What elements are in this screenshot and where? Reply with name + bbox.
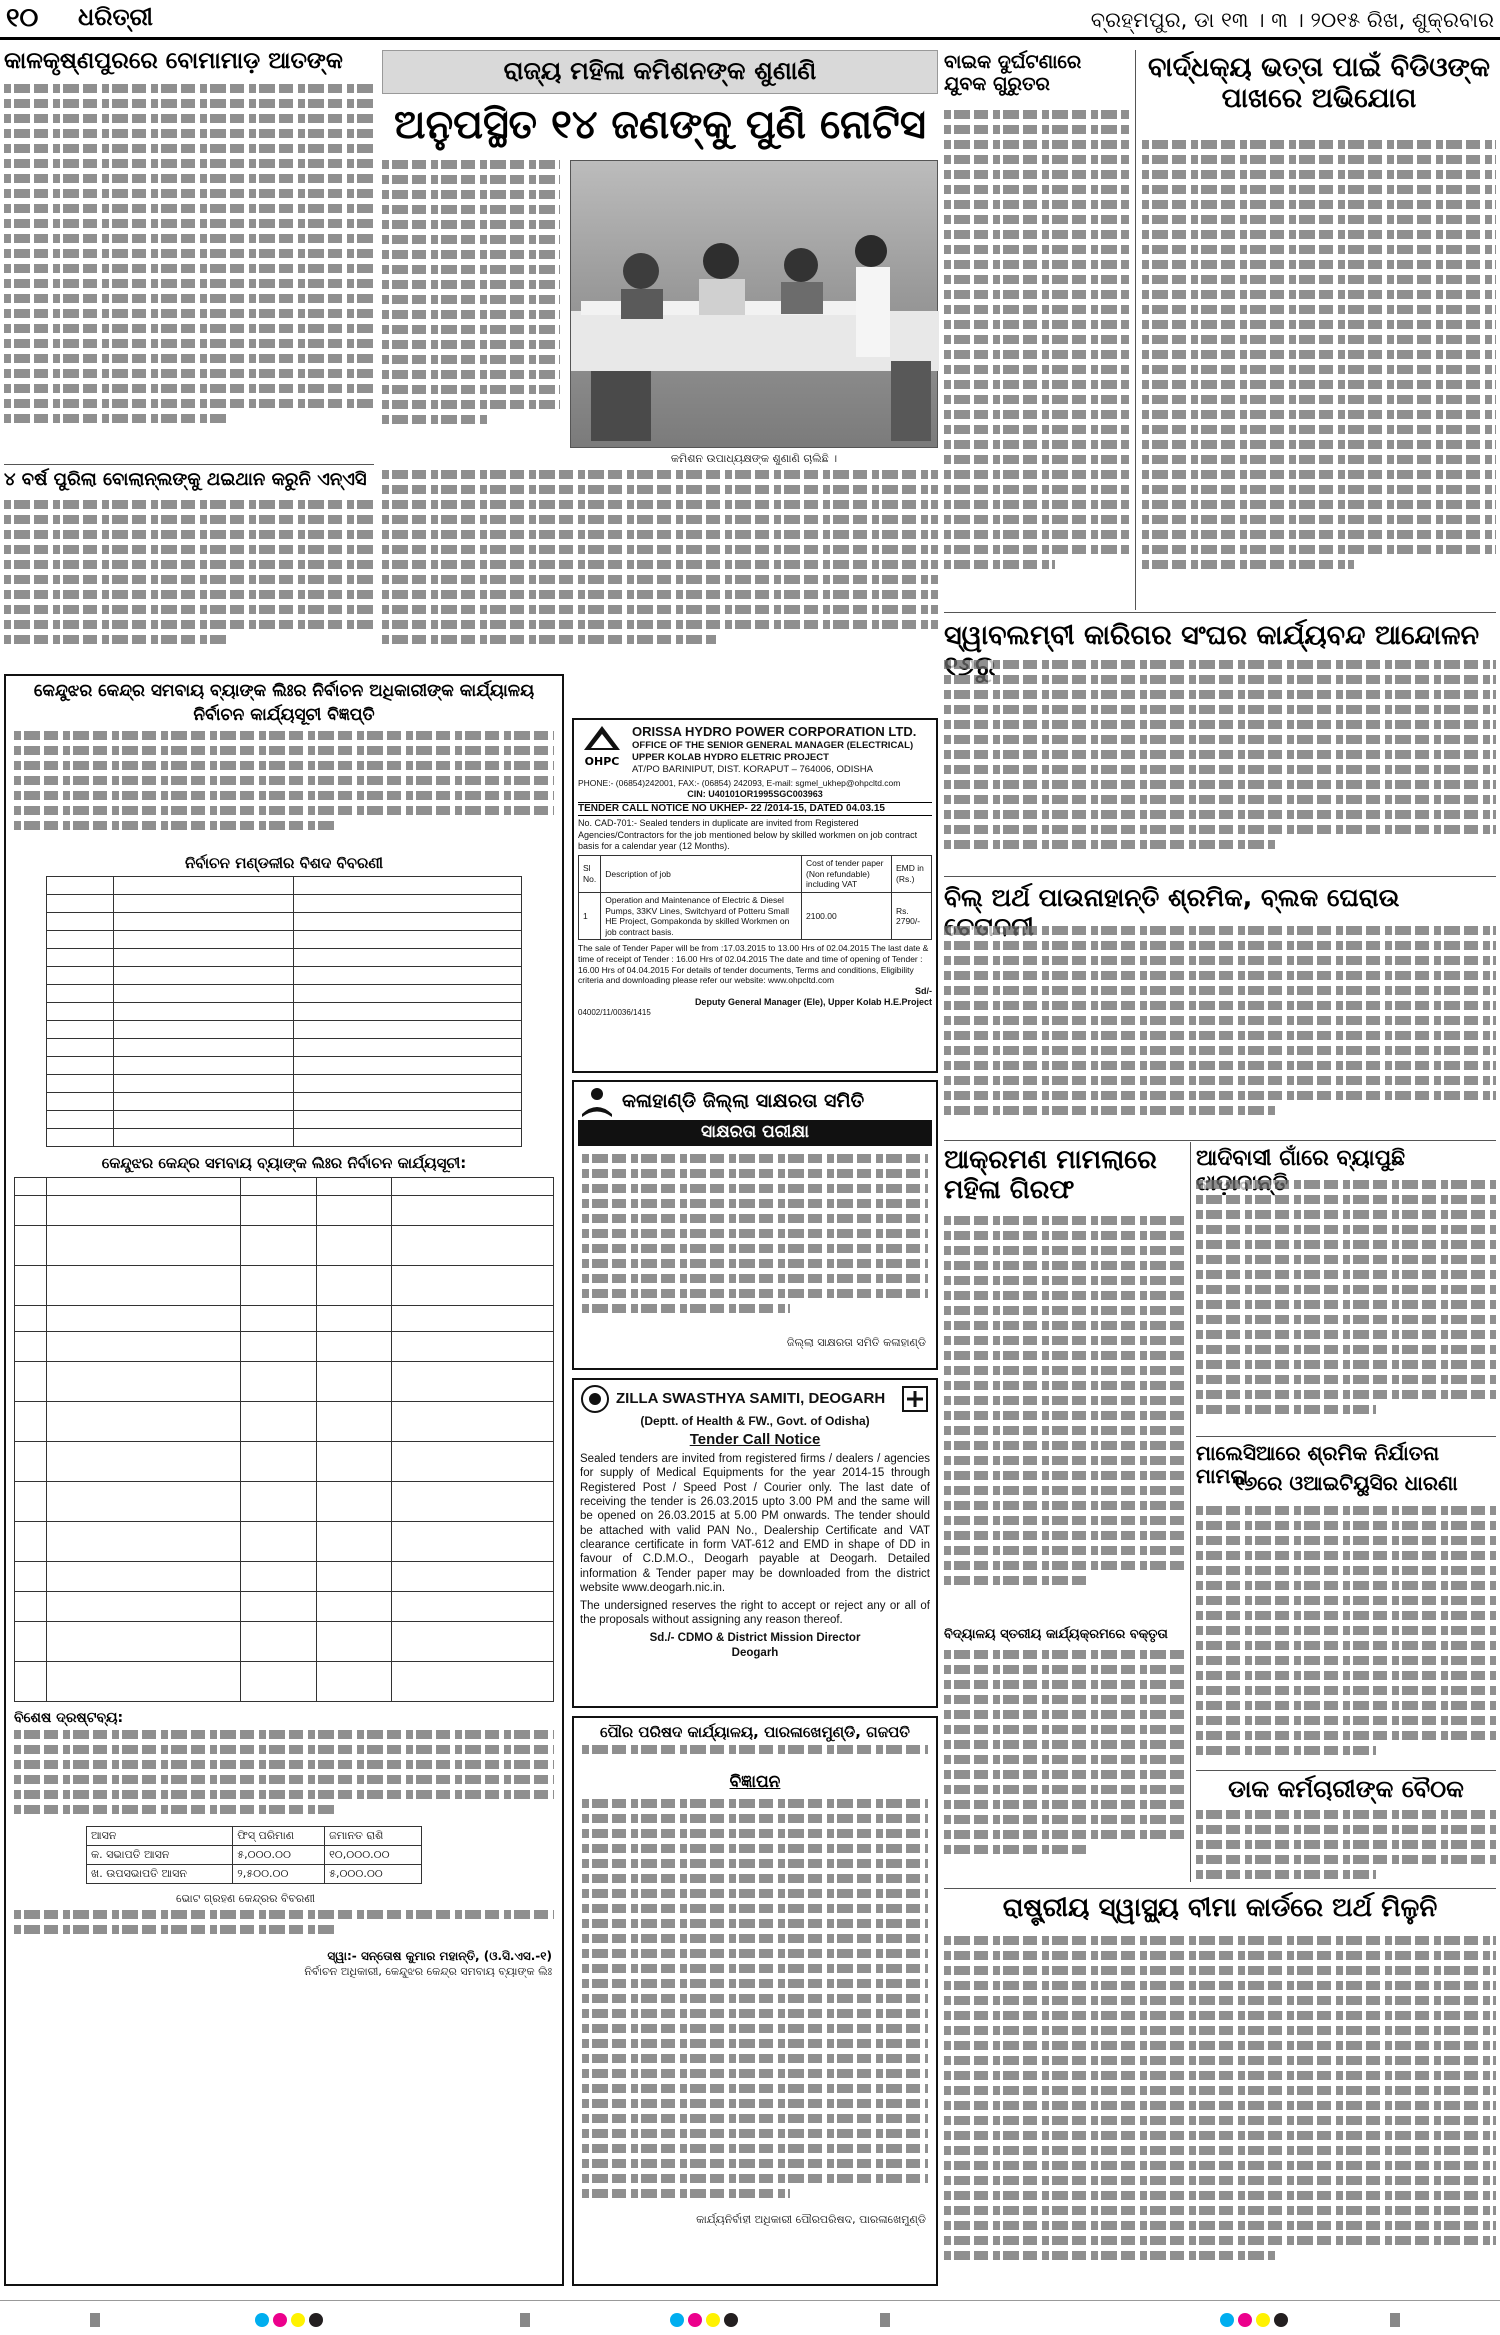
registration-dot <box>1274 2313 1288 2327</box>
bidyalaya-body <box>944 1650 1184 1880</box>
ohpc-dates: The sale of Tender Paper will be from :17.03.2015 to 13.00 Hrs of 02.04.2015 The last date & time of receipt of Tender : 16.00 Hrs of 02.04.2015 The date and time of opening of Tender : 16.00 Hrs of 04.04.2015 For details of tender documents, Terms and conditions, Eligibility criteria and downloading please refer our website: www.ohpcltd.com <box>578 943 929 986</box>
col1-story2-headline: ୪ ବର୍ଷ ପୁରିଲା ବୋଲାନ୍ଲଙ୍କୁ ଥଇଥାନ କରୁନି ଏନ୍‌ଏସି <box>4 469 367 490</box>
literacy-title: କଳାହାଣ୍ଡି ଜିଲ୍ଲା ସାକ୍ଷରତା ସମିତି <box>622 1090 865 1113</box>
deogarh-body: Sealed tenders are invited from registered firms / dealers / agencies for supply of Medical Equipments for the year 2014-15 through Registered Post / Speed Post / Courier only. The last date of receiving the tender is 26.03.2015 upto 3.00 PM and the same will be opened on 26.03.2015 at 5.00 PM onwards. The tender should be attached with valid PAN No., Dealership Certificate and VAT clearance certificate in form VAT-612 and EMD in shape of DD in favour of C.D.M.O., Deogarh payable at Deogarh. Detailed information & Tender paper may be downloaded from the district website www.deogarh.nic.in. <box>580 1452 930 1595</box>
ohpc-intro: No. CAD-701:- Sealed tenders in duplicate are invited from Registered Agencies/Contractors for the job mentioned below by skilled workmen on job contract basis for a calendar year (12 Months). <box>578 818 918 851</box>
center-kicker: ରାଜ୍ୟ ମହିଳା କମିଶନଙ୍କ ଶୁଣାଣି <box>503 56 817 85</box>
registration-dot <box>291 2313 305 2327</box>
center-headline: ଅନୁପସ୍ଥିତ ୧୪ ଜଣଙ୍କୁ ପୁଣି ନୋଟିସ <box>394 102 926 148</box>
ohpc-th-desc: Description of job <box>601 856 802 893</box>
deogarh-title: ZILLA SWASTHYA SAMITI, DEOGARH <box>616 1389 886 1407</box>
registration-dot <box>1220 2313 1234 2327</box>
literacy-body <box>574 1146 936 1336</box>
ohpc-signatory: Sd/- <box>915 985 932 996</box>
col1-story2-body <box>4 500 374 665</box>
paralakhemundi-signature: କାର୍ଯ୍ୟନିର୍ବାହୀ ଅଧିକାରୀ ପୌରପରିଷଦ, ପାରଳାଖେମୁଣ୍ଡି <box>696 2212 926 2226</box>
ohpc-line4: AT/PO BARINIPUT, DIST. KORAPUT – 764006, ODISHA <box>632 764 873 775</box>
deogarh-notice: Tender Call Notice <box>689 1431 821 1448</box>
fee-row-seat: କ. ସଭାପତି ଆସନ <box>87 1845 233 1864</box>
keonjhar-intro <box>6 731 562 851</box>
fee-header-amount: ଫିସ୍ ପରିମାଣ <box>233 1826 325 1845</box>
bill-headline: ବିଲ୍ ଅର୍ଥ ପାଉନାହାନ୍ତି ଶ୍ରମିକ, ବ୍ଲକ ଘେରାଉ <box>944 883 1400 912</box>
fee-row-amount: ୫,୦୦୦.୦୦ <box>233 1845 325 1864</box>
rashtriya-body <box>944 1936 1496 2286</box>
keonjhar-subtitle: ନିର୍ବାଚନ କାର୍ଯ୍ୟସୂଚୀ ବିଜ୍ଞପ୍ତି <box>193 704 375 725</box>
fee-row-seat: ଖ. ଉପସଭାପତି ଆସନ <box>87 1864 233 1883</box>
keonjhar-fee-table <box>6 1826 562 1884</box>
adivasi-headline: ଆଦିବାସୀ ଗାଁରେ ବ୍ୟାପୁଛି <box>1196 1146 1406 1171</box>
ohpc-td-desc: Operation and Maintenance of Electric & Diesel Pumps, 33KV Lines, Switchyard of Potteru Small HE Project, Gompakonda by skilled Workmen on job contract basis. <box>601 892 802 940</box>
keonjhar-ad <box>4 674 564 2286</box>
registration-dot <box>309 2313 323 2327</box>
keonjhar-signature: ସ୍ୱା:- ସନ୍ତୋଷ କୁମାର ମହାନ୍ତି, (ଓ.ସି.ଏସ.-୧) <box>327 1948 552 1963</box>
paper-name: ଧରିତ୍ରୀ <box>78 3 153 31</box>
pension-body <box>1142 140 1496 600</box>
literacy-logo-icon <box>580 1086 614 1118</box>
malaysia-kicker: ମାଲେସିଆରେ ଶ୍ରମିକ ନିର୍ଯାତନା ମାମଲା <box>1196 1441 1440 1488</box>
keonjhar-table2 <box>6 1177 562 1702</box>
fee-row-amount: ୨,୫୦୦.୦୦ <box>233 1864 325 1883</box>
page-number: ୧୦ <box>6 3 39 33</box>
malaysia-headline: ୧୬ରେ ଓଆଇଟିୟୁସିର ଧାରଣା <box>1234 1471 1458 1495</box>
ohpc-td-sl: 1 <box>579 892 601 940</box>
ohpc-td-emd: Rs. 2790/- <box>892 892 932 940</box>
center-story-body-left <box>382 160 560 460</box>
registration-dot <box>255 2313 269 2327</box>
deogarh-emblem-icon <box>580 1384 610 1414</box>
registration-bar <box>90 2313 100 2327</box>
center-story-body-bottom <box>382 470 938 670</box>
keonjhar-title: କେନ୍ଦୁଝର କେନ୍ଦ୍ର ସମବାୟ ବ୍ୟାଙ୍କ ଲିଃର ନିର୍ବାଚନ ଅଧିକାରୀଙ୍କ କାର୍ଯ୍ୟାଳୟ <box>33 681 535 701</box>
center-kicker-box <box>382 50 938 94</box>
paralakhemundi-title: ପୌର ପରିଷଦ କାର୍ଯ୍ୟାଳୟ, ପାରଳାଖେମୁଣ୍ଡି, ଗଜପତି <box>600 1723 910 1741</box>
ohpc-contact: PHONE:- (06854)242001, FAX:- (06854) 242093, E-mail: sgmel_ukhep@ohpcltd.com <box>578 777 901 788</box>
svabalambi-headline: ସ୍ୱାବଲମ୍ବୀ କାରିଗର ସଂଘର କାର୍ଯ୍ୟବନ୍ଦ ଆନ୍ଦୋଳନ <box>944 620 1480 651</box>
keonjhar-table1-title: ନିର୍ବାଚନ ମଣ୍ଡଳୀର ବିଶଦ ବିବରଣୀ <box>185 854 383 873</box>
color-registration-marks <box>670 2313 750 2327</box>
photo-caption: କମିଶନ ଉପାଧ୍ୟକ୍ଷଙ୍କ ଶୁଣାଣି ଚାଲିଛି । <box>670 452 838 465</box>
hearing-photo-graphic <box>571 161 939 449</box>
hearing-photo <box>570 160 938 448</box>
registration-bar <box>520 2313 530 2327</box>
fee-header-seat: ଆସନ <box>87 1826 233 1845</box>
literacy-ad <box>572 1080 938 1370</box>
ohpc-tender-table <box>578 855 932 940</box>
bike-accident-body <box>944 110 1129 600</box>
fee-row-deposit: ୫,୦୦୦.୦୦ <box>325 1864 422 1883</box>
ohpc-cin: CIN: U40101OR1995SGC003963 <box>687 788 823 799</box>
deogarh-dept: (Deptt. of Health & FW., Govt. of Odisha) <box>640 1414 870 1428</box>
dak-headline: ଡାକ କର୍ମଚାରୀଙ୍କ ବୈଠକ <box>1228 1775 1464 1803</box>
ohpc-signatory-title: Deputy General Manager (Ele), Upper Kolab H.E.Project <box>694 997 932 1008</box>
registration-dot <box>1238 2313 1252 2327</box>
paralakhemundi-ref <box>574 1743 936 1773</box>
dak-body <box>1196 1810 1496 1882</box>
ohpc-logo-icon <box>582 724 622 752</box>
color-registration-marks <box>255 2313 335 2327</box>
fee-header-deposit: ଜମାନତ ରାଶି <box>325 1826 422 1845</box>
ohpc-ref: 04002/11/0036/1415 <box>578 1008 651 1018</box>
rashtriya-headline: ରାଷ୍ଟ୍ରୀୟ ସ୍ୱାସ୍ଥ୍ୟ ବୀମା କାର୍ଡରେ ଅର୍ଥ ମିଳୁନି <box>1002 1893 1438 1923</box>
deogarh-signature-place: Deogarh <box>731 1646 779 1659</box>
ohpc-logo <box>578 724 626 769</box>
bike-accident-headline: ବାଇକ ଦୁର୍ଘଟଣାରେ ଯୁବକ ଗୁରୁତର <box>944 51 1082 95</box>
registration-dot <box>670 2313 684 2327</box>
ohpc-brand: OHPC <box>584 755 620 768</box>
registration-dot <box>688 2313 702 2327</box>
ohpc-notice-title: TENDER CALL NOTICE NO UKHEP- 22 /2014-15, DATED 04.03.15 <box>578 802 932 817</box>
keonjhar-footer-lines <box>6 1906 562 1946</box>
ohpc-line3: UPPER KOLAB HYDRO ELETRIC PROJECT <box>632 752 829 764</box>
ohpc-line1: ORISSA HYDRO POWER CORPORATION LTD. <box>632 724 917 739</box>
bidyalaya-headline: ବିଦ୍ୟାଳୟ ସ୍ତରୀୟ କାର୍ଯ୍ୟକ୍ରମରେ ବକ୍ତୃତା <box>944 1627 1168 1642</box>
keonjhar-footer-place: ଭୋଟ ଗ୍ରହଣ କେନ୍ଦ୍ରର ବିବରଣୀ <box>176 1891 315 1905</box>
literacy-subtitle: ସାକ୍ଷରତା ପରୀକ୍ଷା <box>578 1120 932 1146</box>
fee-row-deposit: ୧୦,୦୦୦.୦୦ <box>325 1845 422 1864</box>
ohpc-line2: OFFICE OF THE SENIOR GENERAL MANAGER (ELECTRICAL) <box>632 740 914 752</box>
registration-dot <box>273 2313 287 2327</box>
keonjhar-table1 <box>6 876 562 1147</box>
masthead <box>0 0 1500 40</box>
col1-headline: କାଳକୃଷ୍ଣପୁରରେ ବୋମାମାଡ଼ ଆତଙ୍କ <box>4 48 343 74</box>
paralakhemundi-body <box>574 1799 936 2209</box>
footer-strip <box>0 2300 1500 2335</box>
paralakhemundi-subtitle: ବିଜ୍ଞାପନ <box>729 1772 781 1793</box>
ohpc-th-cost: Cost of tender paper (Non refundable) including VAT <box>802 856 892 893</box>
akramana-headline: ଆକ୍ରମଣ ମାମଲାରେ ମହିଳା ଗିରଫ <box>944 1145 1157 1205</box>
deogarh-logo-icon <box>900 1384 930 1414</box>
paralakhemundi-ad <box>572 1716 938 2286</box>
keonjhar-notes-title: ବିଶେଷ ଦ୍ରଷ୍ଟବ୍ୟ: <box>14 1709 124 1726</box>
dateline: ବ୍ରହ୍ମପୁର, ଡା ୧୩ । ୩ । ୨୦୧୫ ରିଖ, ଶୁକ୍ରବାର <box>1090 8 1494 32</box>
literacy-signature: ଜିଲ୍ଲା ସାକ୍ଷରତା ସମିତି କଳାହାଣ୍ଡି <box>786 1335 926 1349</box>
registration-bar <box>880 2313 890 2327</box>
ohpc-ad <box>572 718 938 1073</box>
bill-body <box>944 926 1496 1136</box>
adivasi-body <box>1196 1180 1496 1430</box>
keonjhar-table2-title: କେନ୍ଦୁଝର କେନ୍ଦ୍ର ସମବାୟ ବ୍ୟାଙ୍କ ଲିଃର ନିର୍ବାଚନ କାର୍ଯ୍ୟସୂଚୀ: <box>101 1154 467 1173</box>
malaysia-body <box>1196 1506 1496 1766</box>
deogarh-ad <box>572 1378 938 1708</box>
deogarh-body2: The undersigned reserves the right to accept or reject any or all of the proposals without assigning any reason thereof. <box>580 1599 930 1626</box>
ohpc-td-cost: 2100.00 <box>802 892 892 940</box>
registration-dot <box>724 2313 738 2327</box>
keonjhar-signature-title: ନିର୍ବାଚନ ଅଧିକାରୀ, କେନ୍ଦୁଝର କେନ୍ଦ୍ର ସମବାୟ ବ୍ୟାଙ୍କ ଲିଃ <box>304 1965 552 1979</box>
registration-dot <box>706 2313 720 2327</box>
col1-story-body <box>4 84 374 459</box>
deogarh-signature: Sd./- CDMO & District Mission Director <box>649 1632 861 1645</box>
registration-bar <box>1390 2313 1400 2327</box>
color-registration-marks <box>1220 2313 1300 2327</box>
svabalambi-body <box>944 660 1496 870</box>
akramana-body <box>944 1216 1184 1616</box>
ohpc-th-sl: Sl No. <box>579 856 601 893</box>
registration-dot <box>1256 2313 1270 2327</box>
ohpc-th-emd: EMD in (Rs.) <box>892 856 932 893</box>
pension-headline: ବାର୍ଦ୍ଧକ୍ୟ ଭତ୍ତା ପାଇଁ ବିଡିଓଙ୍କ ପାଖରେ ଅଭିଯୋଗ <box>1148 52 1490 115</box>
keonjhar-notes <box>6 1730 562 1826</box>
